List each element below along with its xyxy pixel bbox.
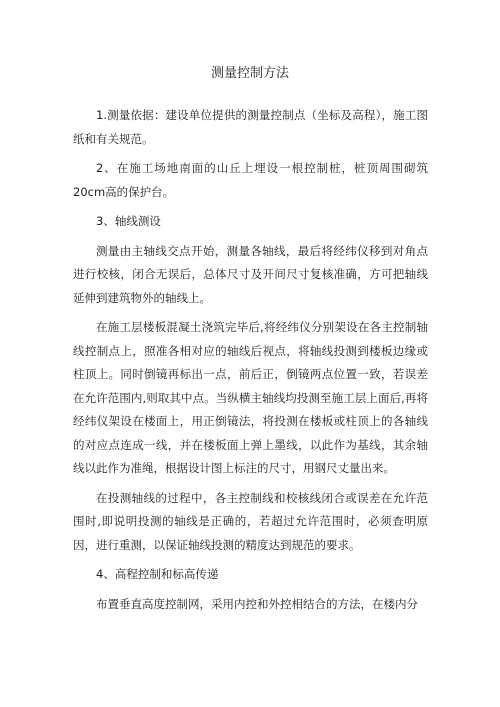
paragraph-axis-heading: 3、轴线测设	[96, 214, 161, 228]
paragraph-error-check: 在投测轴线的过程中，各主控制线和校核线闭合或误差在允许范围时,即说明投测的轴线是正确的，若超过允许范围时，必须查明原因，进行重测，以保证轴线投测的精度达到规范的要求。	[73, 490, 428, 552]
paragraph-elevation-heading: 4、高程控制和标高传递	[96, 567, 219, 581]
paragraph-survey-basis: 1.测量依据：建设单位提供的测量控制点（坐标及高程），施工图纸和有关规范。	[73, 108, 428, 146]
paragraph-elevation-network: 布置垂直高度控制网，采用内控和外控相结合的方法，在楼内分	[96, 596, 418, 611]
paragraph-axis-measurement: 测量由主轴线交点开始，测量各轴线，最后将经纬仪移到对角点进行校核，闭合无误后，总体尺寸及开间尺寸复核准确，方可把轴线延伸到建筑物外的轴线上。	[73, 243, 428, 305]
paragraph-control-pile: 2、在施工场地南面的山丘上埋设一根控制桩，桩顶周围砌筑20cm高的保护台。	[73, 161, 428, 199]
paragraph-axis-projection: 在施工层楼板混凝土浇筑完毕后,将经纬仪分别架设在各主控制轴线控制点上，照准各相对应的轴线后视点，将轴线投测到楼板边缘或柱顶上。同时倒镜再标出一点，前后正，倒镜两点位置一致，若误差在允许范围内,则取其中点。当纵横主轴线均投测至施工层上面后,再将经纬仪架设在楼面上，用正倒镜法，将投测在楼板或柱顶上的各轴线的对应点连成一线，并在楼板面上弹上墨线，以此作为基线，其余轴线以此作为准绳，根据设计图上标注的尺寸，用钢尺丈量出来。	[73, 320, 428, 475]
document-body	[73, 104, 428, 622]
document-title: 测量控制方法	[210, 66, 289, 81]
